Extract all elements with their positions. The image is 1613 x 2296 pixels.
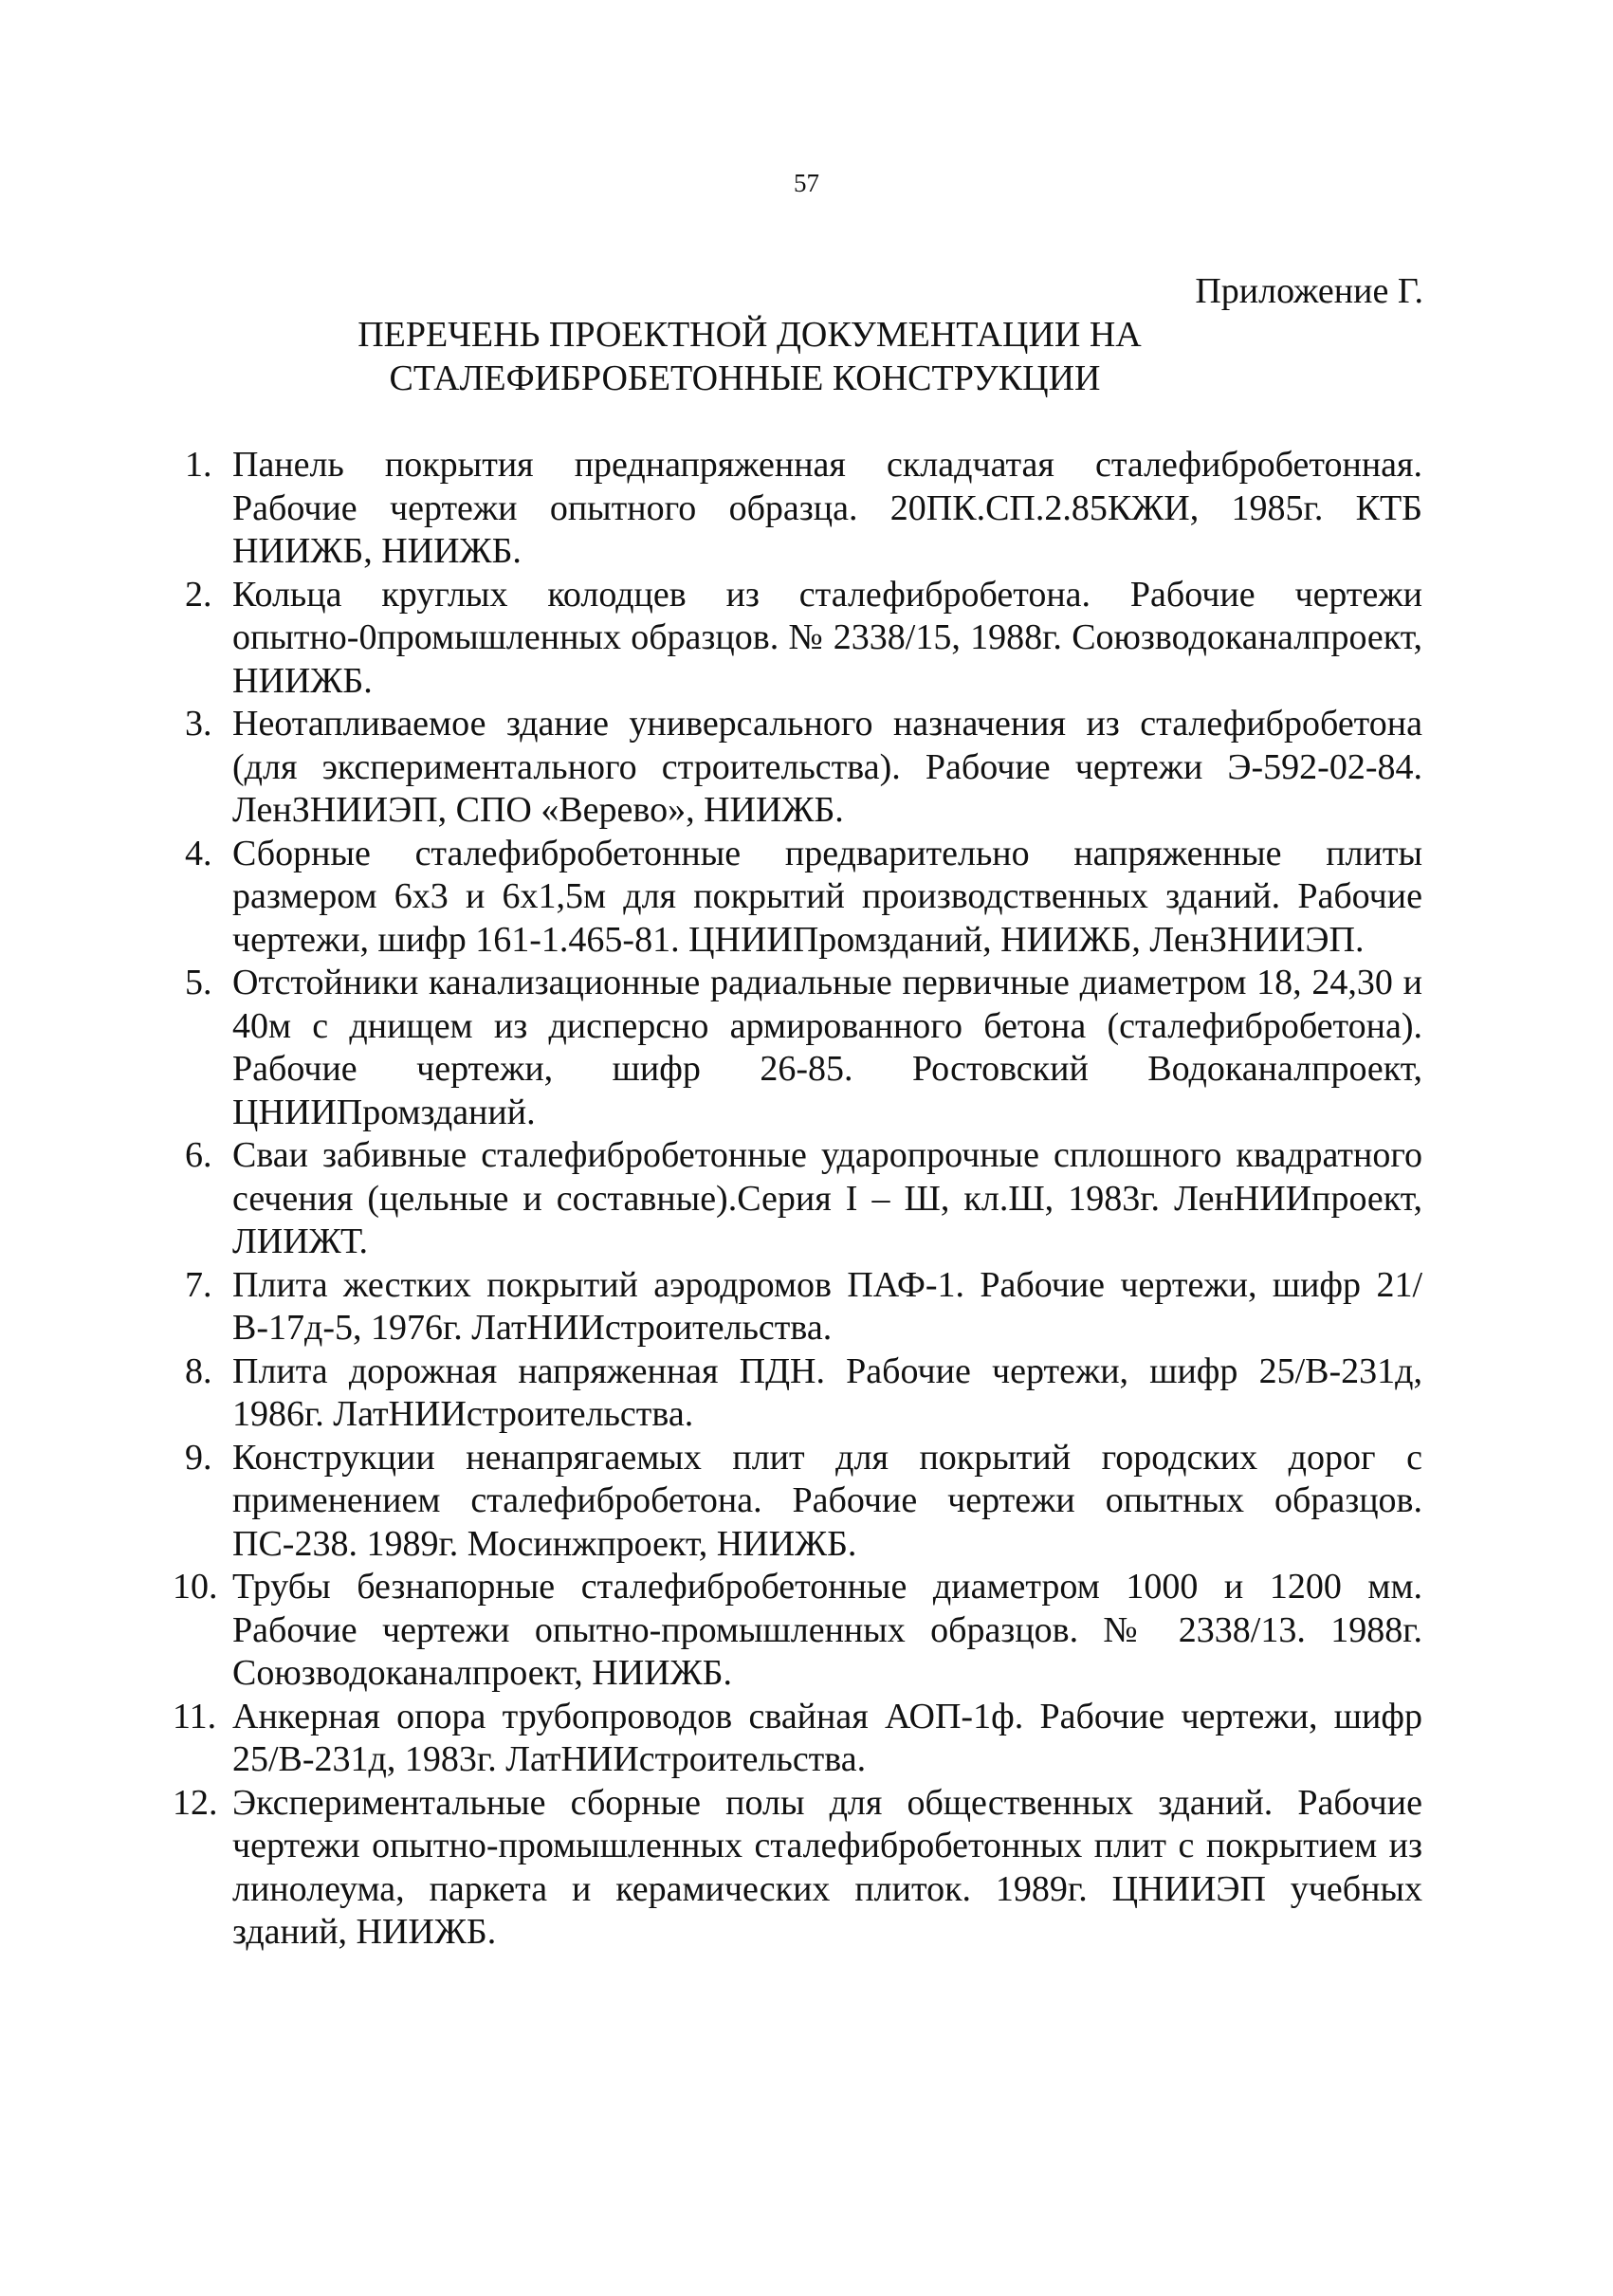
- list-item-number: 6.: [185, 1135, 212, 1175]
- list-item-number: 9.: [185, 1437, 212, 1478]
- list-item: [185, 444, 1422, 574]
- list-item: [173, 1782, 1422, 1955]
- list-item: [185, 703, 1422, 833]
- list-item-number: 12.: [173, 1782, 218, 1823]
- list-item: [185, 1264, 1422, 1350]
- list-item: [185, 1350, 1422, 1437]
- list-item-text: Конструкции ненапрягаемых плит для покрытий городских дорог с применением сталефибробетона. Рабочие чертежи опытных образцов. ПС-238. 1989г. Мосинжпроект, НИИЖБ.: [232, 1437, 1422, 1564]
- title-line-2: СТАЛЕФИБРОБЕТОННЫЕ КОНСТРУКЦИИ: [389, 358, 1101, 398]
- list-item-text: Неотапливаемое здание универсального назначения из сталефибробетона (для экспериментального строительства). Рабочие чертежи Э-592-02-84. ЛенЗНИИЭП, СПО «Верево», НИИЖБ.: [232, 704, 1422, 830]
- list-item: [173, 1566, 1422, 1696]
- list-item: [185, 1437, 1422, 1567]
- document-title: [0, 313, 1613, 400]
- list-item-text: Экспериментальные сборные полы для общественных зданий. Рабочие чертежи опытно-промышленных сталефибробетонных плит с покрытием из линолеума, паркета и керамических плиток. 1989г. ЦНИИЭП учебных зданий, НИИЖБ.: [232, 1782, 1422, 1952]
- list-item-text: Анкерная опора трубопроводов свайная АОП-1ф. Рабочие чертежи, шифр 25/В-231д, 1983г. ЛатНИИстроительства.: [232, 1696, 1422, 1779]
- appendix-label: Приложение Г.: [1195, 271, 1423, 311]
- list-item-number: 11.: [173, 1696, 217, 1736]
- list-item-text: Панель покрытия преднапряженная складчатая сталефибробетонная. Рабочие чертежи опытного образца. 20ПК.СП.2.85КЖИ, 1985г. КТБ НИИЖБ, НИИЖБ.: [232, 445, 1422, 571]
- list-item-number: 2.: [185, 574, 212, 615]
- list-item-number: 1.: [185, 445, 212, 485]
- list-item-text: Плита жестких покрытий аэродромов ПАФ-1. Рабочие чертежи, шифр 21/В-17д-5, 1976г. ЛатНИИстроительства.: [232, 1264, 1422, 1348]
- list-item-number: 5.: [185, 963, 212, 1002]
- list-item: [185, 1134, 1422, 1264]
- list-item-text: Сборные сталефибробетонные предварительно напряженные плиты размером 6х3 и 6х1,5м для покрытий производственных зданий. Рабочие чертежи, шифр 161-1.465-81. ЦНИИПромзданий, НИИЖБ, ЛенЗНИИЭП.: [232, 833, 1422, 960]
- list-item-number: 8.: [185, 1350, 212, 1391]
- list-item-text: Сваи забивные сталефибробетонные ударопрочные сплошного квадратного сечения (цельные и составные).Серия I – Ш, кл.Ш, 1983г. ЛенНИИпроект, ЛИИЖТ.: [232, 1135, 1422, 1261]
- list-item: [185, 574, 1422, 704]
- documentation-list: [173, 444, 1422, 1955]
- list-item: [173, 1696, 1422, 1782]
- list-item: [185, 833, 1422, 963]
- list-item-number: 4.: [185, 833, 212, 873]
- list-item-text: Кольца круглых колодцев из сталефибробетона. Рабочие чертежи опытно-0промышленных образцов. № 2338/15, 1988г. Союзводоканалпроект, НИИЖБ.: [232, 574, 1422, 701]
- list-item-text: Плита дорожная напряженная ПДН. Рабочие чертежи, шифр 25/В-231д, 1986г. ЛатНИИстроительства.: [232, 1350, 1422, 1434]
- list-item-number: 10.: [173, 1567, 218, 1607]
- list-item-text: Отстойники канализационные радиальные первичные диаметром 18, 24,30 и 40м с днищем из дисперсно армированного бетона (сталефибробетона). Рабочие чертежи, шифр 26-85. Ростовский Водоканалпроект, ЦНИИПромзданий.: [232, 963, 1422, 1132]
- list-item-text: Трубы безнапорные сталефибробетонные диаметром 1000 и 1200 мм. Рабочие чертежи опытно-промышленных образцов. № 2338/13. 1988г. Союзводоканалпроект, НИИЖБ.: [232, 1567, 1422, 1693]
- list-item: [185, 962, 1422, 1134]
- list-item-number: 3.: [185, 704, 212, 744]
- list-item-number: 7.: [185, 1264, 212, 1305]
- title-line-1: ПЕРЕЧЕНЬ ПРОЕКТНОЙ ДОКУМЕНТАЦИИ НА: [357, 315, 1142, 355]
- page-number: 57: [794, 169, 819, 197]
